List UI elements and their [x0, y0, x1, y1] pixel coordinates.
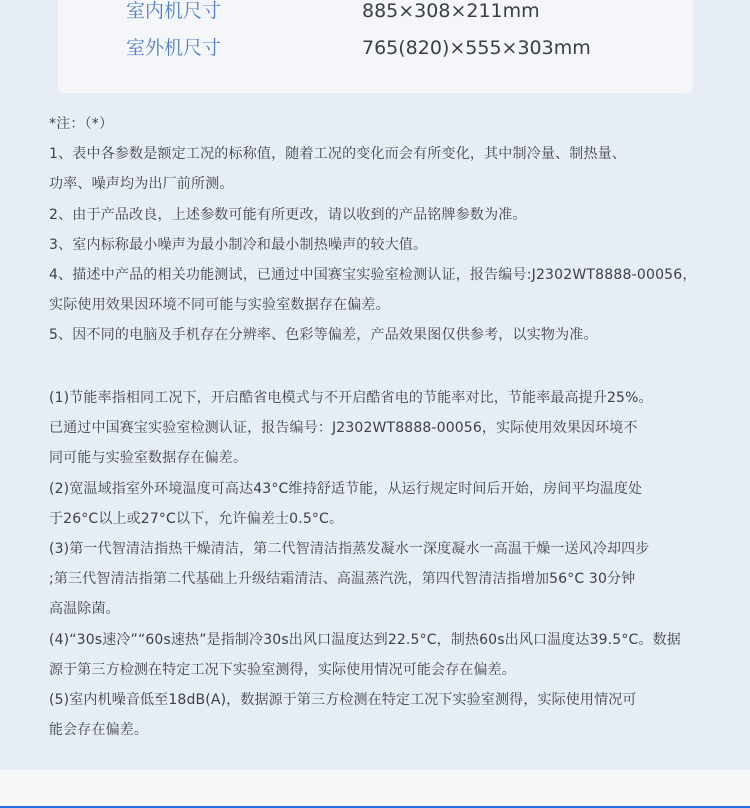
- notes-section: [49, 112, 729, 348]
- footnote-line: ;第三代智清洁指第二代基础上升级结霜清洁、高温蒸汽洗，第四代智清洁指增加56°C 30分钟: [49, 571, 636, 588]
- footnote-line: 高温除菌。: [49, 601, 120, 618]
- note-line: 4、描述中产品的相关功能测试，已通过中国赛宝实验室检测认证，报告编号:J2302WT8888-00056，: [49, 267, 697, 284]
- note-line: 实际使用效果因环境不同可能与实验室数据存在偏差。: [49, 297, 390, 314]
- bottom-strip: [0, 770, 750, 808]
- note-line: 1、表中各参数是额定工况的标称值，随着工况的变化而会有所变化，其中制冷量、制热量、: [49, 146, 627, 163]
- spec-row-indoor-size: [58, 0, 693, 34]
- note-line: 功率、噪声均为出厂前所测。: [49, 176, 234, 193]
- footnote-line: 源于第三方检测在特定工况下实验室测得，实际使用情况可能会存在偏差。: [49, 661, 516, 678]
- spec-table: [58, 0, 693, 93]
- notes-heading: *注：（*）: [49, 116, 114, 132]
- spec-label: 室内机尺寸: [126, 0, 222, 22]
- footnotes-section: [49, 386, 739, 742]
- note-line: 3、室内标称最小噪声为最小制冷和最小制热噪声的较大值。: [49, 236, 428, 253]
- footnote-line: (2)宽温域指室外环境温度可高达43°C维持舒适节能，从运行规定时间后开始，房间平均温度处: [49, 480, 643, 497]
- footnote-line: 于26°C以上或27°C以下，允许偏差士0.5°C。: [49, 510, 344, 527]
- footnote-line: (3)第一代智清洁指热干燥清洁，第二代智清洁指蒸发凝水一深度凝水一高温干燥一送风冷却四步: [49, 541, 650, 558]
- spec-value: 885×308×211mm: [362, 0, 540, 22]
- footnote-line: 能会存在偏差。: [49, 722, 149, 739]
- footnote-line: (4)“30s速冷”“60s速热”是指制冷30s出风口温度达到22.5°C，制热60s出风口温度达39.5°C。数据: [49, 631, 681, 648]
- spec-row-outdoor-size: [58, 35, 693, 71]
- note-line: 2、由于产品改良，上述参数可能有所更改，请以收到的产品铭牌参数为准。: [49, 206, 527, 223]
- note-line: 5、因不同的电脑及手机存在分辨率、色彩等偏差，产品效果图仅供参考，以实物为准。: [49, 327, 598, 344]
- footnote-line: (1)节能率指相同工况下，开启酷省电模式与不开启酷省电的节能率对比，节能率最高提升25%。: [49, 390, 653, 406]
- footnote-line: 已通过中国赛宝实验室检测认证，报告编号：J2302WT8888-00056，实际使用效果因环境不: [49, 420, 638, 437]
- footnote-line: (5)室内机噪音低至18dB(A)，数据源于第三方检测在特定工况下实验室测得，实际使用情况可: [49, 692, 637, 709]
- spec-value: 765(820)×555×303mm: [362, 37, 591, 59]
- footnote-line: 同可能与实验室数据存在偏差。: [49, 450, 248, 467]
- spec-label: 室外机尺寸: [126, 37, 222, 59]
